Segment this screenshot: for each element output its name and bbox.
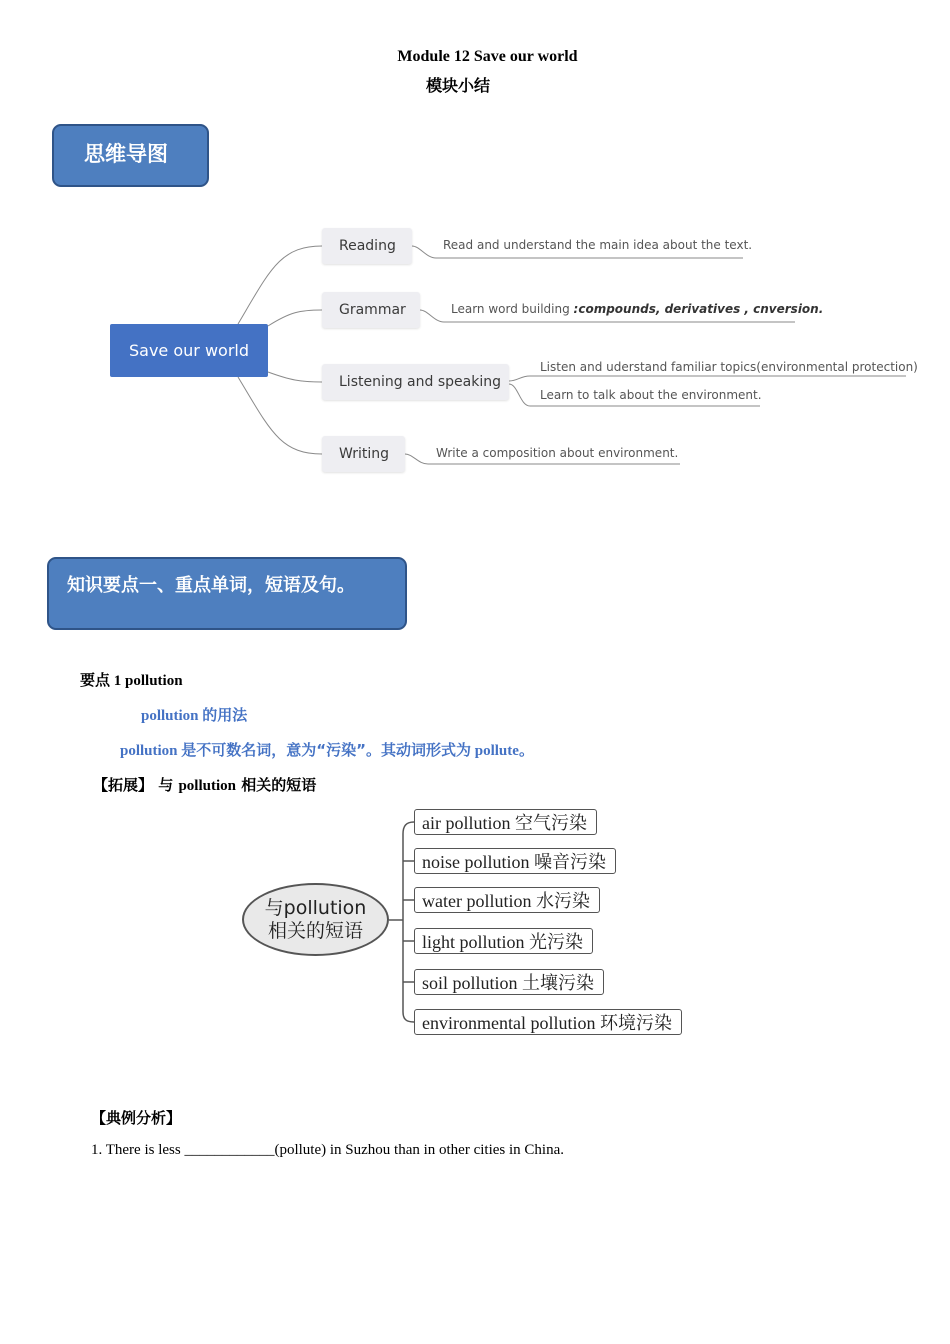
ext-prefix: 【拓展】 与 (93, 776, 179, 794)
section-mindmap-label: 思维导图 (84, 142, 168, 166)
keypoint-1-heading (80, 669, 183, 690)
section-keypoints-label: 知识要点一、重点单词，短语及句。 (67, 575, 355, 596)
note-listening-1: Listen and uderstand familiar topics(environmental protection) (540, 360, 918, 374)
phrase-water-cn: 水污染 (535, 891, 590, 912)
mindmap-branch-listening: Listening and speaking (322, 364, 509, 400)
page-subtitle: 模块小结 (426, 76, 491, 95)
phrase-soil-en: soil pollution (422, 973, 523, 993)
phrase-noise-en: noise pollution (422, 852, 534, 872)
phrase-environmental-cn: 环境污染 (599, 1013, 672, 1034)
keypoint-1-prefix: 要点 (80, 671, 111, 689)
phrase-air (414, 809, 597, 835)
phrase-environmental (414, 1009, 682, 1035)
examples-heading: 【典例分析】 (91, 1109, 182, 1127)
note-grammar-text: Learn word building (451, 302, 574, 316)
note-grammar (451, 302, 823, 316)
phrase-light (414, 928, 593, 954)
desc-cn: 是不可数名词，意为“污染”。其动词形式为 (181, 741, 471, 759)
ext-suffix: 相关的短语 (235, 776, 317, 794)
mindmap-branch-grammar: Grammar (322, 292, 420, 328)
mindmap-branch-reading: Reading (322, 228, 412, 264)
mindmap-branch-writing: Writing (322, 436, 405, 472)
phrase-noise (414, 848, 616, 874)
phrase-soil (414, 969, 604, 995)
page-title: Module 12 Save our world (397, 48, 578, 65)
usage-word: pollution (141, 708, 203, 724)
example-question-1: 1. There is less ____________(pollute) in Suzhou than in other cities in China. (91, 1142, 564, 1158)
phrase-map-center-line1: 与pollution (264, 897, 367, 919)
phrase-water (414, 887, 600, 913)
connector-grammar (268, 310, 322, 326)
usage-heading (141, 704, 247, 725)
connector-reading (238, 246, 322, 324)
phrase-soil-cn: 土壤污染 (522, 973, 595, 994)
mindmap-center: Save our world (110, 324, 268, 377)
note-grammar-bold: :compounds, derivatives , cnversion. (573, 302, 824, 316)
connector-writing (238, 377, 322, 454)
phrase-map-center-line2: 相关的短语 (267, 920, 363, 942)
phrase-water-en: water pollution (422, 891, 536, 911)
phrase-air-en: air pollution (422, 813, 515, 833)
phrase-light-en: light pollution (422, 932, 530, 952)
underline-listening-1 (509, 376, 906, 381)
phrase-environmental-en: environmental pollution (422, 1013, 600, 1033)
ext-word: pollution (178, 778, 236, 794)
desc-verb: pollute (471, 743, 519, 759)
desc-word: pollution (120, 743, 182, 759)
note-reading: Read and understand the main idea about the text. (443, 238, 753, 252)
extension-heading (93, 774, 316, 795)
usage-cn: 的用法 (202, 706, 248, 724)
note-listening-2: Learn to talk about the environment. (540, 388, 762, 402)
usage-description (120, 739, 534, 760)
phrase-map-center (242, 883, 389, 956)
section-keypoints-banner (47, 557, 407, 630)
keypoint-1-word: 1 pollution (110, 673, 183, 689)
phrase-light-cn: 光污染 (529, 932, 584, 953)
phrase-noise-cn: 噪音污染 (534, 852, 606, 873)
phrase-air-cn: 空气污染 (515, 813, 587, 834)
note-writing: Write a composition about environment. (436, 446, 679, 460)
section-mindmap-banner (52, 124, 209, 187)
connector-listening (268, 372, 322, 382)
desc-end: 。 (518, 741, 534, 759)
